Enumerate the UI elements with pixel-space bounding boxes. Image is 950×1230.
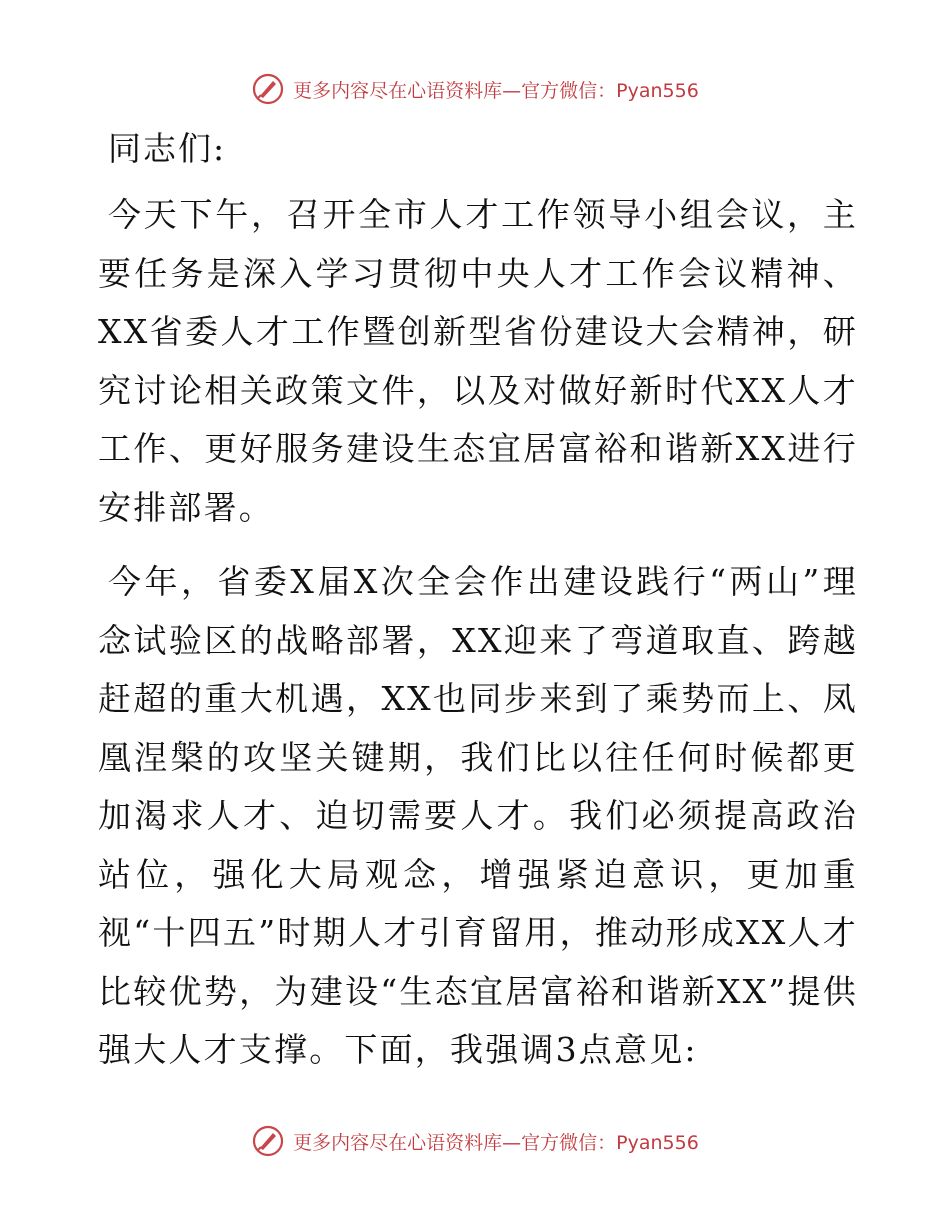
quill-logo-icon (251, 72, 285, 106)
footer-watermark (0, 1124, 950, 1158)
paragraph-2: 今年，省委X届X次全会作出建设践行“两山”理念试验区的战略部署，XX迎来了弯道取直、跨越赶超的重大机遇，XX也同步来到了乘势而上、凤凰涅槃的攻坚关键期，我们比以往任何时候都更加渴求人才、迫切需要人才。我们必须提高政治站位，强化大局观念，增强紧迫意识，更加重视“十四五”时期人才引育留用，推动形成XX人才比较优势，为建设“生态宜居富裕和谐新XX”提供强大人才支撑。下面，我强调3点意见: (98, 562, 858, 1069)
salutation: 同志们: (108, 129, 227, 168)
header-watermark (0, 72, 950, 106)
document-body (98, 126, 858, 1096)
watermark-text: 更多内容尽在心语资料库—官方微信：Pyan556 (293, 1131, 699, 1154)
quill-logo-icon (251, 1124, 285, 1158)
paragraph-1: 今天下午，召开全市人才工作领导小组会议，主要任务是深入学习贯彻中央人才工作会议精神、XX省委人才工作暨创新型省份建设大会精神，研究讨论相关政策文件，以及对做好新时代XX人才工作、更好服务建设生态宜居富裕和谐新XX进行安排部署。 (98, 195, 858, 527)
watermark-text: 更多内容尽在心语资料库—官方微信：Pyan556 (293, 79, 699, 102)
